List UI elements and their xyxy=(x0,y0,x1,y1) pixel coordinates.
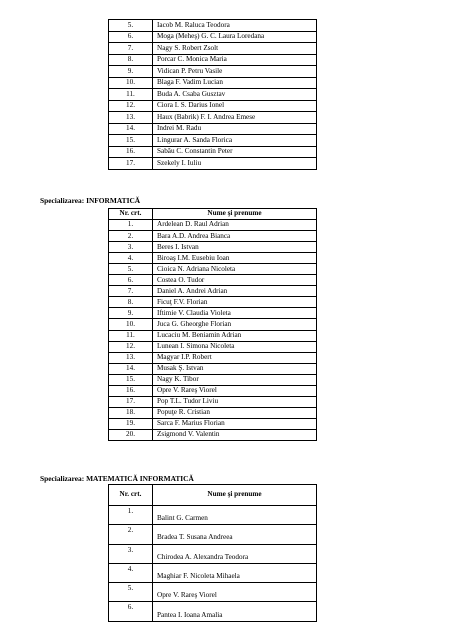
row-number: 8. xyxy=(109,54,153,66)
table-row xyxy=(109,146,317,158)
table-row xyxy=(109,231,317,242)
table-row xyxy=(109,77,317,89)
table-row xyxy=(109,135,317,147)
header-nr-crt: Nr. crt. xyxy=(109,485,153,506)
row-number: 3. xyxy=(109,242,153,253)
specialization-heading-mate-info xyxy=(40,474,194,483)
row-number: 19. xyxy=(109,418,153,429)
student-name: Pantea I. Ioana Amalia xyxy=(153,602,317,621)
row-number: 7. xyxy=(109,286,153,297)
student-name: Buda A. Csaba Gusztav xyxy=(153,89,317,101)
row-number: 12. xyxy=(109,100,153,112)
header-nr-crt: Nr. crt. xyxy=(109,209,153,220)
row-number: 17. xyxy=(109,158,153,170)
student-name: Nagy K. Tibor xyxy=(153,374,317,385)
table-row xyxy=(109,43,317,55)
table-row xyxy=(109,352,317,363)
row-number: 3. xyxy=(109,544,153,563)
row-number: 14. xyxy=(109,363,153,374)
table-row xyxy=(109,341,317,352)
row-number: 11. xyxy=(109,89,153,101)
student-name: Popuţe R. Cristian xyxy=(153,407,317,418)
student-name: Beres I. Istvan xyxy=(153,242,317,253)
table-row xyxy=(109,286,317,297)
mate-info-table-body xyxy=(109,506,317,622)
student-name: Pop T.L. Tudor Liviu xyxy=(153,396,317,407)
table-row xyxy=(109,89,317,101)
table-row xyxy=(109,158,317,170)
header-nume-prenume: Nume şi prenume xyxy=(153,209,317,220)
table-row xyxy=(109,525,317,544)
table-row xyxy=(109,264,317,275)
table-row xyxy=(109,396,317,407)
student-name: Ficuţ F.V. Florian xyxy=(153,297,317,308)
student-name: Porcar C. Monica Maria xyxy=(153,54,317,66)
row-number: 20. xyxy=(109,429,153,440)
row-number: 2. xyxy=(109,231,153,242)
student-name: Costea O. Tudor xyxy=(153,275,317,286)
specialization-label: Specializarea: xyxy=(40,474,85,483)
row-number: 8. xyxy=(109,297,153,308)
informatica-students-table xyxy=(108,208,317,441)
table-header-row xyxy=(109,209,317,220)
table-row xyxy=(109,407,317,418)
student-name: Ardelean D. Raul Adrian xyxy=(153,220,317,231)
student-name: Bradea T. Susana Andreea xyxy=(153,525,317,544)
row-number: 5. xyxy=(109,583,153,602)
table-row xyxy=(109,363,317,374)
table-row xyxy=(109,418,317,429)
student-name: Zsigmond V. Valentin xyxy=(153,429,317,440)
row-number: 16. xyxy=(109,385,153,396)
row-number: 5. xyxy=(109,20,153,32)
students-table-body xyxy=(109,20,317,170)
table-row xyxy=(109,242,317,253)
table-row xyxy=(109,220,317,231)
table-row xyxy=(109,602,317,621)
row-number: 17. xyxy=(109,396,153,407)
student-name: Blaga F. Vadim Lucian xyxy=(153,77,317,89)
table-row xyxy=(109,112,317,124)
student-name: Musak Ş. Istvan xyxy=(153,363,317,374)
table-row xyxy=(109,31,317,43)
row-number: 1. xyxy=(109,506,153,525)
table-row xyxy=(109,429,317,440)
student-name: Daniel A. Andrei Adrian xyxy=(153,286,317,297)
student-name: Cioica N. Adriana Nicoleta xyxy=(153,264,317,275)
student-name: Ciora I. S. Darius Ionel xyxy=(153,100,317,112)
specialization-value: INFORMATICĂ xyxy=(86,196,141,205)
table-row xyxy=(109,319,317,330)
specialization-heading-informatica xyxy=(40,196,140,205)
student-name: Szekely I. Iuliu xyxy=(153,158,317,170)
table-row xyxy=(109,330,317,341)
row-number: 1. xyxy=(109,220,153,231)
table-row xyxy=(109,20,317,32)
student-name: Haux (Babrik) F. I. Andrea Emese xyxy=(153,112,317,124)
student-name: Opre V. Rareş Viorel xyxy=(153,385,317,396)
row-number: 15. xyxy=(109,135,153,147)
student-name: Balint G. Carmen xyxy=(153,506,317,525)
row-number: 15. xyxy=(109,374,153,385)
student-name: Lucaciu M. Beniamin Adrian xyxy=(153,330,317,341)
table-row xyxy=(109,253,317,264)
row-number: 2. xyxy=(109,525,153,544)
row-number: 14. xyxy=(109,123,153,135)
student-name: Biroaş I.M. Eusebiu Ioan xyxy=(153,253,317,264)
student-name: Lunean I. Simona Nicoleta xyxy=(153,341,317,352)
student-name: Maghiar F. Nicoleta Mihaela xyxy=(153,563,317,582)
informatica-table-body xyxy=(109,220,317,441)
row-number: 6. xyxy=(109,275,153,286)
table-row xyxy=(109,54,317,66)
table-row xyxy=(109,544,317,563)
table-row xyxy=(109,308,317,319)
row-number: 11. xyxy=(109,330,153,341)
student-name: Iacob M. Raluca Teodora xyxy=(153,20,317,32)
table-row xyxy=(109,583,317,602)
student-name: Bara A.D. Andrea Bianca xyxy=(153,231,317,242)
row-number: 16. xyxy=(109,146,153,158)
specialization-value: MATEMATICĂ INFORMATICĂ xyxy=(86,474,194,483)
row-number: 10. xyxy=(109,77,153,89)
row-number: 9. xyxy=(109,66,153,78)
table-row xyxy=(109,385,317,396)
students-table-continued xyxy=(108,19,317,170)
row-number: 4. xyxy=(109,253,153,264)
specialization-label: Specializarea: xyxy=(40,196,85,205)
table-header-row xyxy=(109,485,317,506)
student-name: Nagy S. Robert Zsolt xyxy=(153,43,317,55)
row-number: 10. xyxy=(109,319,153,330)
row-number: 4. xyxy=(109,563,153,582)
row-number: 6. xyxy=(109,602,153,621)
mate-info-students-table xyxy=(108,484,317,622)
row-number: 18. xyxy=(109,407,153,418)
student-name: Moga (Meheş) G. C. Laura Loredana xyxy=(153,31,317,43)
student-name: Indrei M. Radu xyxy=(153,123,317,135)
table-row xyxy=(109,123,317,135)
student-name: Vidican P. Petru Vasile xyxy=(153,66,317,78)
student-name: Opre V. Rareş Viorel xyxy=(153,583,317,602)
table-row xyxy=(109,374,317,385)
student-name: Chirodea A. Alexandra Teodora xyxy=(153,544,317,563)
student-name: Lingurar A. Sanda Florica xyxy=(153,135,317,147)
row-number: 13. xyxy=(109,352,153,363)
row-number: 13. xyxy=(109,112,153,124)
header-nume-prenume: Nume şi prenume xyxy=(153,485,317,506)
row-number: 7. xyxy=(109,43,153,55)
student-name: Sabău C. Constantin Peter xyxy=(153,146,317,158)
table-row xyxy=(109,100,317,112)
row-number: 9. xyxy=(109,308,153,319)
table-row xyxy=(109,297,317,308)
table-row xyxy=(109,66,317,78)
table-row xyxy=(109,275,317,286)
table-row xyxy=(109,563,317,582)
row-number: 12. xyxy=(109,341,153,352)
row-number: 6. xyxy=(109,31,153,43)
student-name: Sarca F. Marius Florian xyxy=(153,418,317,429)
row-number: 5. xyxy=(109,264,153,275)
student-name: Juca G. Gheorghe Florian xyxy=(153,319,317,330)
table-row xyxy=(109,506,317,525)
student-name: Magyar I.P. Robert xyxy=(153,352,317,363)
student-name: Iftimie V. Claudia Violeta xyxy=(153,308,317,319)
